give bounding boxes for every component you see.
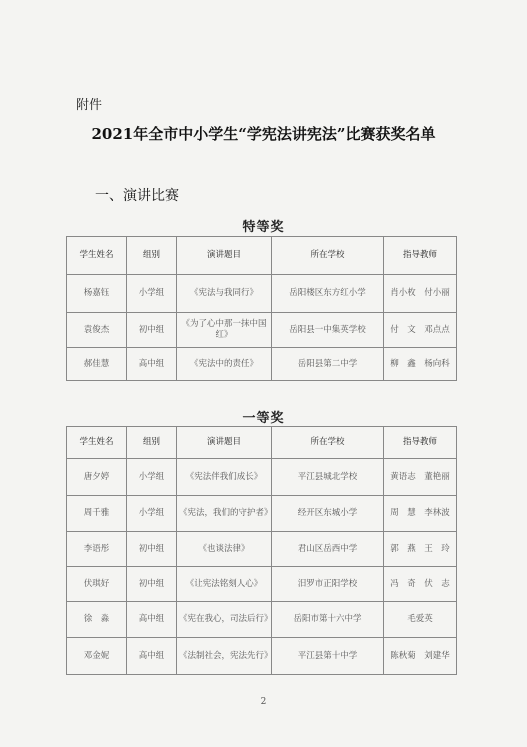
school: 平江县第十中学 xyxy=(272,638,384,675)
teacher: 黄语志 董艳丽 xyxy=(384,459,457,496)
student-name: 李语彤 xyxy=(67,532,127,567)
table-header-row xyxy=(67,427,457,459)
table-row xyxy=(67,602,457,638)
table-row xyxy=(67,567,457,602)
column-header-group: 组别 xyxy=(127,237,177,275)
student-name: 伏琪好 xyxy=(67,567,127,602)
teacher: 柳 鑫 杨向科 xyxy=(384,348,457,381)
first-award-heading: 一等奖 xyxy=(242,411,285,426)
teacher: 付 文 邓点点 xyxy=(384,313,457,348)
student-name: 邓金妮 xyxy=(67,638,127,675)
table-row xyxy=(67,638,457,675)
column-header-teacher: 指导教师 xyxy=(384,237,457,275)
table-row xyxy=(67,313,457,348)
school: 平江县城北学校 xyxy=(272,459,384,496)
speech-topic: 《也谈法律》 xyxy=(177,532,272,567)
teacher: 陈秋菊 刘建华 xyxy=(384,638,457,675)
column-header-topic: 演讲题目 xyxy=(177,427,272,459)
table-header-row xyxy=(67,237,457,275)
group: 初中组 xyxy=(127,313,177,348)
school: 经开区东城小学 xyxy=(272,496,384,532)
group: 小学组 xyxy=(127,496,177,532)
attachment-label: 附件 xyxy=(76,98,103,113)
table-row xyxy=(67,459,457,496)
student-name: 周千雅 xyxy=(67,496,127,532)
speech-topic: 《宪在我心，司法后行》 xyxy=(177,602,272,638)
table-row xyxy=(67,496,457,532)
teacher: 肖小枚 付小丽 xyxy=(384,275,457,313)
speech-topic: 《法制社会，宪法先行》 xyxy=(177,638,272,675)
school: 岳阳县第二中学 xyxy=(272,348,384,381)
column-header-name: 学生姓名 xyxy=(67,237,127,275)
section-heading: 一、演讲比赛 xyxy=(95,188,179,204)
speech-topic: 《宪法中的责任》 xyxy=(177,348,272,381)
school: 汨罗市正阳学校 xyxy=(272,567,384,602)
group: 初中组 xyxy=(127,532,177,567)
group: 小学组 xyxy=(127,459,177,496)
teacher: 毛爱英 xyxy=(384,602,457,638)
table-row xyxy=(67,275,457,313)
column-header-teacher: 指导教师 xyxy=(384,427,457,459)
table-row xyxy=(67,348,457,381)
special-award-heading: 特等奖 xyxy=(242,220,285,235)
first-award-table xyxy=(66,426,457,675)
table-row xyxy=(67,532,457,567)
speech-topic: 《为了心中那一抹中国红》 xyxy=(177,313,272,348)
column-header-school: 所在学校 xyxy=(272,427,384,459)
student-name: 袁俊杰 xyxy=(67,313,127,348)
page-number: 2 xyxy=(260,697,267,707)
speech-topic: 《宪法，我们的守护者》 xyxy=(177,496,272,532)
student-name: 徐 淼 xyxy=(67,602,127,638)
teacher: 郭 燕 王 玲 xyxy=(384,532,457,567)
speech-topic: 《宪法与我同行》 xyxy=(177,275,272,313)
column-header-school: 所在学校 xyxy=(272,237,384,275)
school: 君山区岳西中学 xyxy=(272,532,384,567)
group: 小学组 xyxy=(127,275,177,313)
speech-topic: 《宪法伴我们成长》 xyxy=(177,459,272,496)
school: 岳阳市第十六中学 xyxy=(272,602,384,638)
group: 高中组 xyxy=(127,602,177,638)
teacher: 冯 奇 伏 志 xyxy=(384,567,457,602)
student-name: 杨嘉钰 xyxy=(67,275,127,313)
school: 岳阳楼区东方红小学 xyxy=(272,275,384,313)
group: 高中组 xyxy=(127,348,177,381)
student-name: 唐夕婷 xyxy=(67,459,127,496)
teacher: 周 慧 李林波 xyxy=(384,496,457,532)
speech-topic: 《让宪法铭刻人心》 xyxy=(177,567,272,602)
special-award-table xyxy=(66,236,457,381)
student-name: 郝佳慧 xyxy=(67,348,127,381)
column-header-group: 组别 xyxy=(127,427,177,459)
school: 岳阳县一中集英学校 xyxy=(272,313,384,348)
column-header-name: 学生姓名 xyxy=(67,427,127,459)
group: 初中组 xyxy=(127,567,177,602)
page-title: 2021年全市中小学生“学宪法讲宪法”比赛获奖名单 xyxy=(91,125,436,143)
group: 高中组 xyxy=(127,638,177,675)
column-header-topic: 演讲题目 xyxy=(177,237,272,275)
